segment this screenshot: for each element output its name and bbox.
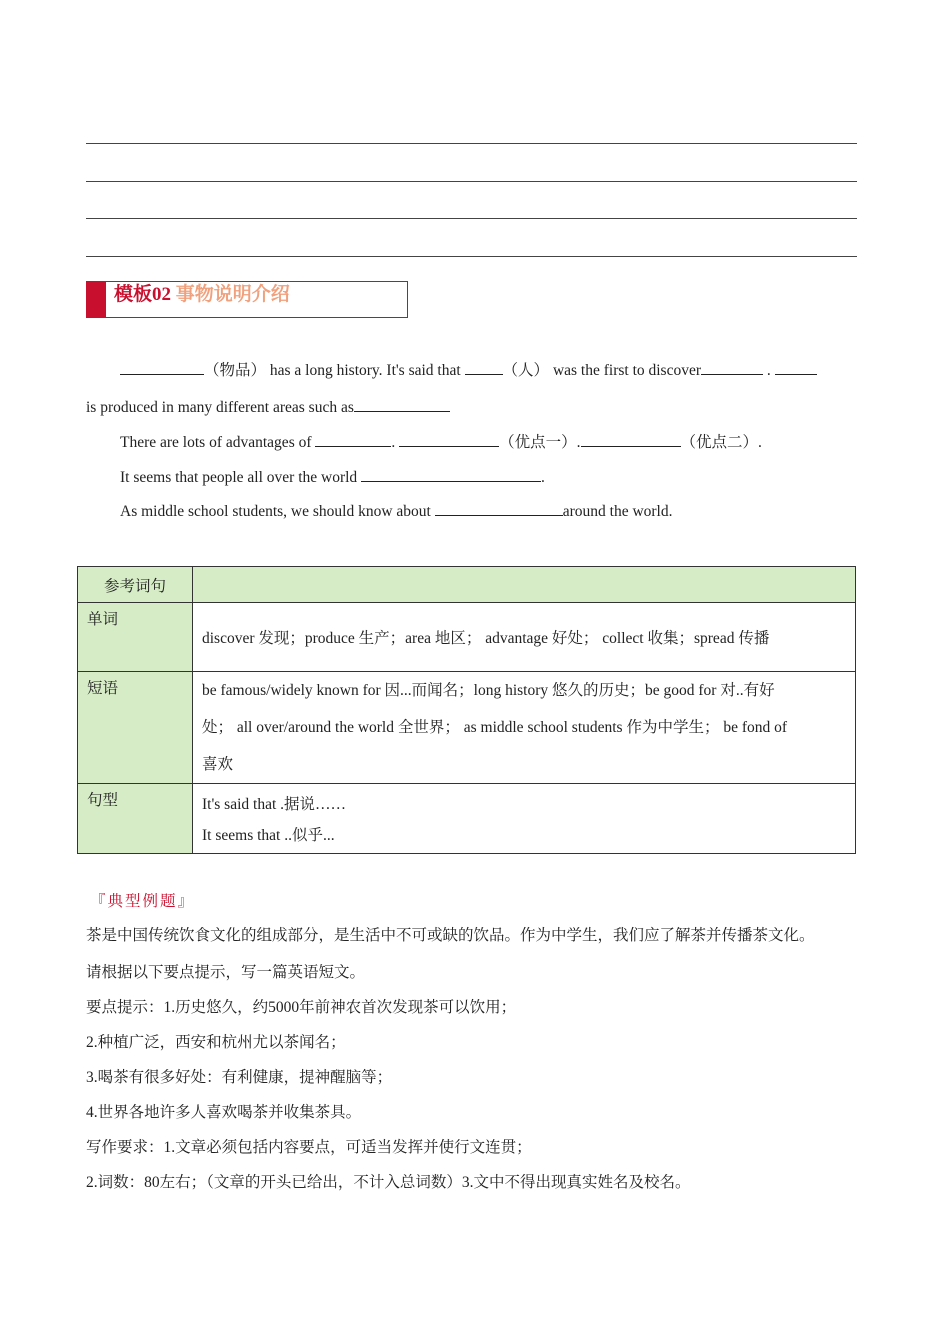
template-text: around the world. xyxy=(562,503,673,520)
table-header-cell: 参考词句 xyxy=(78,567,193,603)
template-text: There are lots of advantages of xyxy=(120,434,312,451)
advantage-hint: （优点二）. xyxy=(680,434,762,451)
section-title-text: 事物说明介绍 xyxy=(175,284,290,305)
template-line-4 xyxy=(120,467,545,488)
template-line-2 xyxy=(86,397,450,418)
template-text: was the first to discover xyxy=(552,362,702,379)
example-point: 2.种植广泛，西安和杭州尤以茶闻名； xyxy=(86,1034,346,1051)
words-text: discover 发现；produce 生产；area 地区； advantage 好处； collect 收集；spread 传播 xyxy=(202,630,770,647)
blank xyxy=(120,360,204,375)
template-text: As middle school students, we should know about xyxy=(120,503,431,520)
answer-line-3 xyxy=(86,218,857,219)
section-title xyxy=(114,282,290,308)
answer-line-2 xyxy=(86,181,857,182)
template-line-1 xyxy=(120,360,817,381)
example-task: 请根据以下要点提示，写一篇英语短文。 xyxy=(86,964,366,981)
example-point: 要点提示：1.历史悠久，约5000年前神农首次发现茶可以饮用； xyxy=(86,999,517,1016)
words-label: 单词 xyxy=(78,603,193,672)
phrases-line: 处； all over/around the world 全世界； as middle school students 作为中学生； be fond of xyxy=(202,719,788,736)
person-hint: （人） xyxy=(502,362,550,379)
blank xyxy=(361,467,541,482)
template-text: has a long history. It's said that xyxy=(269,362,461,379)
example-requirement: 2.词数：80左右；（文章的开头已给出，不计入总词数）3.文中不得出现真实姓名及校名。 xyxy=(86,1174,691,1191)
sentence-pattern: It's said that .据说…… xyxy=(202,796,347,813)
advantage-hint: （优点一）. xyxy=(499,434,581,451)
example-title: 『典型例题』 xyxy=(90,893,196,910)
template-text: . xyxy=(541,469,545,486)
blank xyxy=(775,360,817,375)
phrases-label: 短语 xyxy=(78,672,193,784)
template-text: . xyxy=(391,434,396,451)
section-title-number: 模板02 xyxy=(114,284,172,305)
example-point: 4.世界各地许多人喜欢喝茶并收集茶具。 xyxy=(86,1104,362,1121)
example-intro: 茶是中国传统饮食文化的组成部分，是生活中不可或缺的饮品。作为中学生，我们应了解茶并传播茶文化。 xyxy=(86,927,815,944)
table-row xyxy=(78,784,856,854)
words-cell xyxy=(193,603,856,672)
blank xyxy=(465,360,503,375)
reference-table xyxy=(77,566,856,854)
phrases-line: be famous/widely known for 因...而闻名；long history 悠久的历史；be good for 对..有好 xyxy=(202,682,775,699)
template-text: . xyxy=(766,362,771,379)
banner-accent-bar xyxy=(86,281,106,318)
table-row xyxy=(78,603,856,672)
answer-line-1 xyxy=(86,143,857,144)
blank xyxy=(581,432,681,447)
template-text: It seems that people all over the world xyxy=(120,469,358,486)
phrases-line: 喜欢 xyxy=(202,756,234,773)
table-row xyxy=(78,567,856,603)
template-line-3 xyxy=(120,432,762,453)
template-text: is produced in many different areas such as xyxy=(86,399,354,416)
table-header-empty-cell xyxy=(193,567,856,603)
blank xyxy=(315,432,391,447)
section-banner xyxy=(86,281,408,318)
template-line-5 xyxy=(120,501,672,522)
blank xyxy=(399,432,499,447)
blank xyxy=(701,360,763,375)
item-hint: （物品） xyxy=(204,362,267,379)
phrases-cell xyxy=(193,672,856,784)
table-row xyxy=(78,672,856,784)
example-point: 3.喝茶有很多好处：有利健康，提神醒脑等； xyxy=(86,1069,393,1086)
sentences-label: 句型 xyxy=(78,784,193,854)
example-requirement: 写作要求：1.文章必须包括内容要点，可适当发挥并使行文连贯； xyxy=(86,1139,532,1156)
blank xyxy=(354,397,450,412)
sentences-cell xyxy=(193,784,856,854)
answer-line-4 xyxy=(86,256,857,257)
sentence-pattern: It seems that ..似乎... xyxy=(202,827,335,844)
blank xyxy=(435,501,563,516)
